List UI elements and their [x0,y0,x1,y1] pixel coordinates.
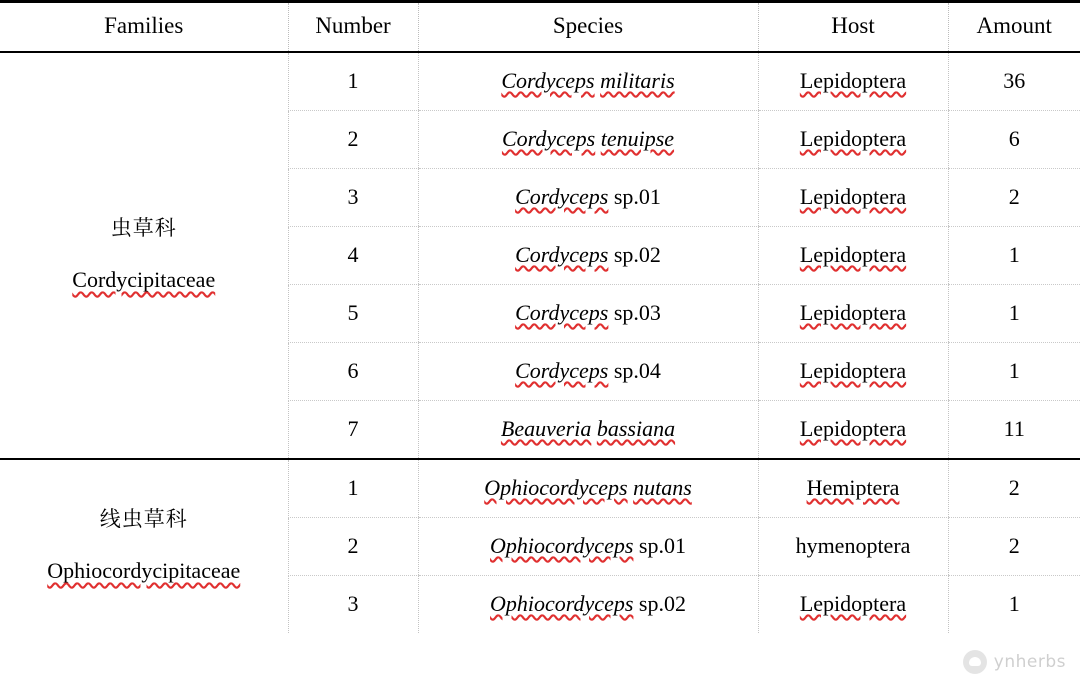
cell-amount: 6 [948,111,1080,169]
cell-number: 6 [288,343,418,401]
cell-amount: 2 [948,459,1080,518]
species-genus: Cordyceps [515,300,609,325]
cell-amount: 11 [948,401,1080,460]
host-name: Lepidoptera [799,68,907,93]
species-genus: Ophiocordyceps [484,475,628,500]
cell-number: 4 [288,227,418,285]
cell-host [758,518,948,576]
cell-host [758,343,948,401]
cell-amount: 1 [948,227,1080,285]
column-header-number: Number [288,2,418,53]
cell-amount: 36 [948,52,1080,111]
cell-host [758,401,948,460]
species-epithet: nutans [633,475,692,500]
cell-species [418,111,758,169]
species-epithet: sp.04 [613,358,661,383]
cell-species [418,169,758,227]
species-epithet: sp.01 [613,184,661,209]
cell-number: 3 [288,576,418,634]
species-epithet: sp.02 [638,591,686,616]
table-row [0,459,1080,518]
cell-species [418,576,758,634]
cell-host [758,285,948,343]
species-genus: Beauveria [500,416,592,441]
cell-amount: 2 [948,169,1080,227]
cell-species [418,401,758,460]
cell-species [418,52,758,111]
cell-species [418,518,758,576]
species-genus: Cordyceps [515,358,609,383]
host-name: Lepidoptera [799,591,907,616]
cell-species [418,459,758,518]
cell-number: 2 [288,111,418,169]
cell-host [758,459,948,518]
cell-host [758,169,948,227]
table-row [0,52,1080,111]
species-epithet: sp.01 [638,533,686,558]
host-name: Lepidoptera [799,242,907,267]
host-name: Hemiptera [806,475,900,500]
species-genus: Ophiocordyceps [490,533,634,558]
column-header-species: Species [418,2,758,53]
family-cell-cordycipitaceae [0,52,288,459]
table-body [0,52,1080,633]
host-name: Lepidoptera [799,358,907,383]
host-name: Lepidoptera [799,184,907,209]
family-name-latin: Ophiocordycipitaceae [47,558,241,584]
species-epithet: militaris [600,68,675,93]
species-genus: Cordyceps [501,126,596,151]
host-name: hymenoptera [795,533,911,558]
cell-host [758,576,948,634]
cell-amount: 2 [948,518,1080,576]
column-header-host: Host [758,2,948,53]
cell-species [418,343,758,401]
cell-host [758,227,948,285]
cell-amount: 1 [948,285,1080,343]
family-name-chinese: 线虫草科 [99,507,188,532]
column-header-amount: Amount [948,2,1080,53]
cell-number: 1 [288,459,418,518]
table-header [0,2,1080,53]
watermark-logo-icon [963,650,987,674]
cell-host [758,111,948,169]
species-epithet: bassiana [596,416,676,441]
species-epithet: tenuipse [600,126,675,151]
cell-number: 3 [288,169,418,227]
table-header-row [0,2,1080,53]
host-name: Lepidoptera [799,126,907,151]
cell-number: 2 [288,518,418,576]
cell-number: 7 [288,401,418,460]
cell-number: 5 [288,285,418,343]
family-name-chinese: 虫草科 [110,216,177,241]
cell-amount: 1 [948,576,1080,634]
species-genus: Cordyceps [515,184,609,209]
cell-amount: 1 [948,343,1080,401]
cell-host [758,52,948,111]
species-genus: Cordyceps [515,242,609,267]
species-epithet: sp.03 [613,300,661,325]
watermark [963,650,1066,674]
species-epithet: sp.02 [613,242,661,267]
cell-species [418,285,758,343]
watermark-text: ynherbs [993,652,1066,672]
species-genus: Ophiocordyceps [490,591,634,616]
cell-number: 1 [288,52,418,111]
column-header-families: Families [0,2,288,53]
species-genus: Cordyceps [501,68,595,93]
host-name: Lepidoptera [799,416,907,441]
cell-species [418,227,758,285]
host-name: Lepidoptera [799,300,907,325]
family-cell-ophiocordycipitaceae [0,459,288,633]
family-name-latin: Cordycipitaceae [72,267,216,293]
